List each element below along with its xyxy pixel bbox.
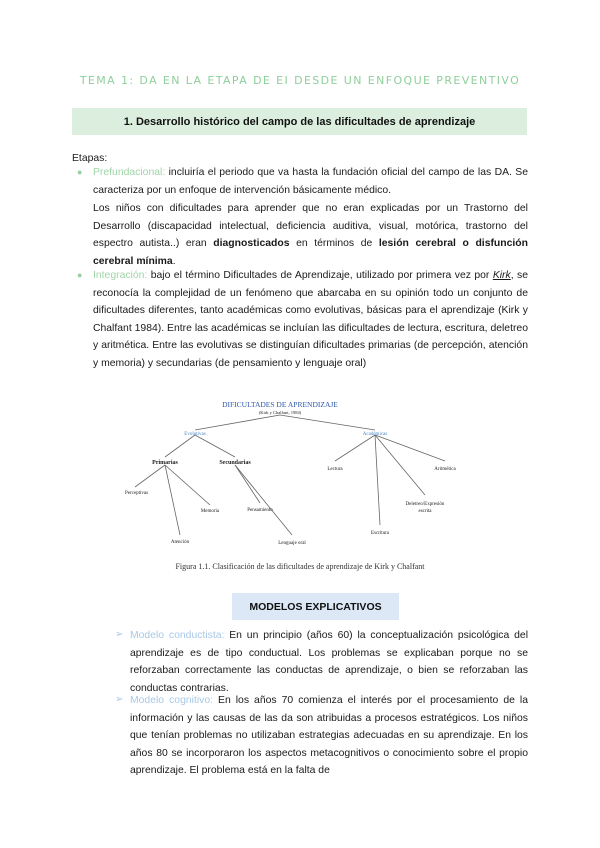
- node-perceptivas: Perceptivas: [125, 491, 149, 496]
- node-deletreo-2: escrita: [418, 509, 432, 514]
- cognitivo-label: Modelo cognitivo:: [130, 695, 213, 706]
- node-evolutivas: Evolutivas: [184, 432, 206, 437]
- bullet-icon: ●: [77, 270, 83, 280]
- modelos-heading: MODELOS EXPLICATIVOS: [249, 600, 382, 613]
- prefundacional-text: incluiría el periodo que va hasta la fundación oficial del campo de las DA. Se caracteriza por un enfoque de intervención básicamente médico.: [93, 167, 528, 196]
- figure-caption: Figura 1.1. Clasificación de las dificultades de aprendizaje de Kirk y Chalfant: [175, 562, 425, 571]
- modelos-heading-bar: [232, 593, 399, 620]
- diagram-subtitle: (Kirk y Chalfant, 1984): [258, 410, 302, 415]
- diagram-title: DIFICULTADES DE APRENDIZAJE: [222, 400, 338, 409]
- node-academicas: Académicas: [362, 432, 388, 437]
- etapas-label: Etapas:: [72, 153, 108, 164]
- prefundacional-paragraph-2: Los niños con dificultades para aprender que no eran explicadas por un Trastorno del Desarrollo (discapacidad intelectual, deficiencia auditiva, visual, motórica, trastorno del espectro autista..) eran diagnosticados en términos de lesión cerebral o disfunción cerebral mínima.: [93, 203, 528, 267]
- integracion-label: Integración:: [93, 270, 148, 281]
- node-lenguaje: Lenguaje oral: [278, 541, 306, 546]
- prefundacional-paragraph: [93, 164, 528, 199]
- section-heading: 1. Desarrollo histórico del campo de las dificultades de aprendizaje: [123, 115, 476, 128]
- node-secundarias: Secundarias: [219, 460, 251, 466]
- arrow-icon: ➢: [115, 694, 124, 705]
- node-primarias: Primarias: [152, 460, 178, 466]
- conductista-label: Modelo conductista:: [130, 630, 225, 641]
- node-atencion: Atención: [170, 540, 190, 545]
- cognitivo-paragraph: Modelo cognitivo: En los años 70 comienza el interés por el procesamiento de la información y las causas de las da son atribuidas a procesos estratégicos. Los niños que tenían problemas no utilizaban estrategias adecuadas en su aprendizaje. En los años 80 se incorporaron los aspectos metacognitivos o conocimiento sobre el propio aprendizaje. El problema está en la falta de: [130, 695, 528, 777]
- arrow-icon: ➢: [115, 629, 124, 640]
- page-title: TEMA 1: DA EN LA ETAPA DE EI DESDE UN ENFOQUE PREVENTIVO: [79, 74, 521, 87]
- node-deletreo: Deletreo/Expresión: [405, 502, 445, 507]
- node-escritura: Escritura: [370, 531, 390, 536]
- prefundacional-label: Prefundacional:: [93, 167, 166, 178]
- node-lectura: Lectura: [327, 467, 343, 472]
- node-memoria: Memoria: [200, 509, 220, 514]
- integracion-paragraph: Integración: bajo el término Dificultades de Aprendizaje, utilizado por primera vez por Kirk, se reconocía la complejidad de un fenómeno que abarcaba en su opinión todo un conjunto de dificultades diferentes, tanto académicas como evolutivas, básicas para el aprendizaje (Kirk y Chalfant 1984). Entre las académicas se incluían las dificultades de lectura, escritura, deletreo y aritmética. Entre las evolutivas se distinguían dificultades primarias (de percepción, atención y memoria) y secundarias (de pensamiento y lenguaje oral): [93, 270, 529, 369]
- node-pensamiento: Pensamiento: [247, 508, 273, 513]
- section-heading-bar: [72, 108, 527, 135]
- kirk-chalfant-diagram: [120, 395, 490, 555]
- bullet-icon: ●: [77, 167, 83, 177]
- kirk-link[interactable]: Kirk: [492, 270, 511, 281]
- bold-diagnosticados: diagnosticados: [213, 238, 290, 250]
- conductista-paragraph: Modelo conductista: En un principio (años 60) la conceptualización psicológica del aprendizaje es de tipo conductual. Los problemas se explicaban porque no se reforzaban correctamente las conductas de aprendizaje, o bien se reforzaban las conductas contrarias.: [130, 630, 528, 694]
- node-aritmetica: Aritmética: [434, 467, 456, 472]
- bold-lesion: lesión cerebral o disfunción cerebral mínima: [93, 238, 528, 267]
